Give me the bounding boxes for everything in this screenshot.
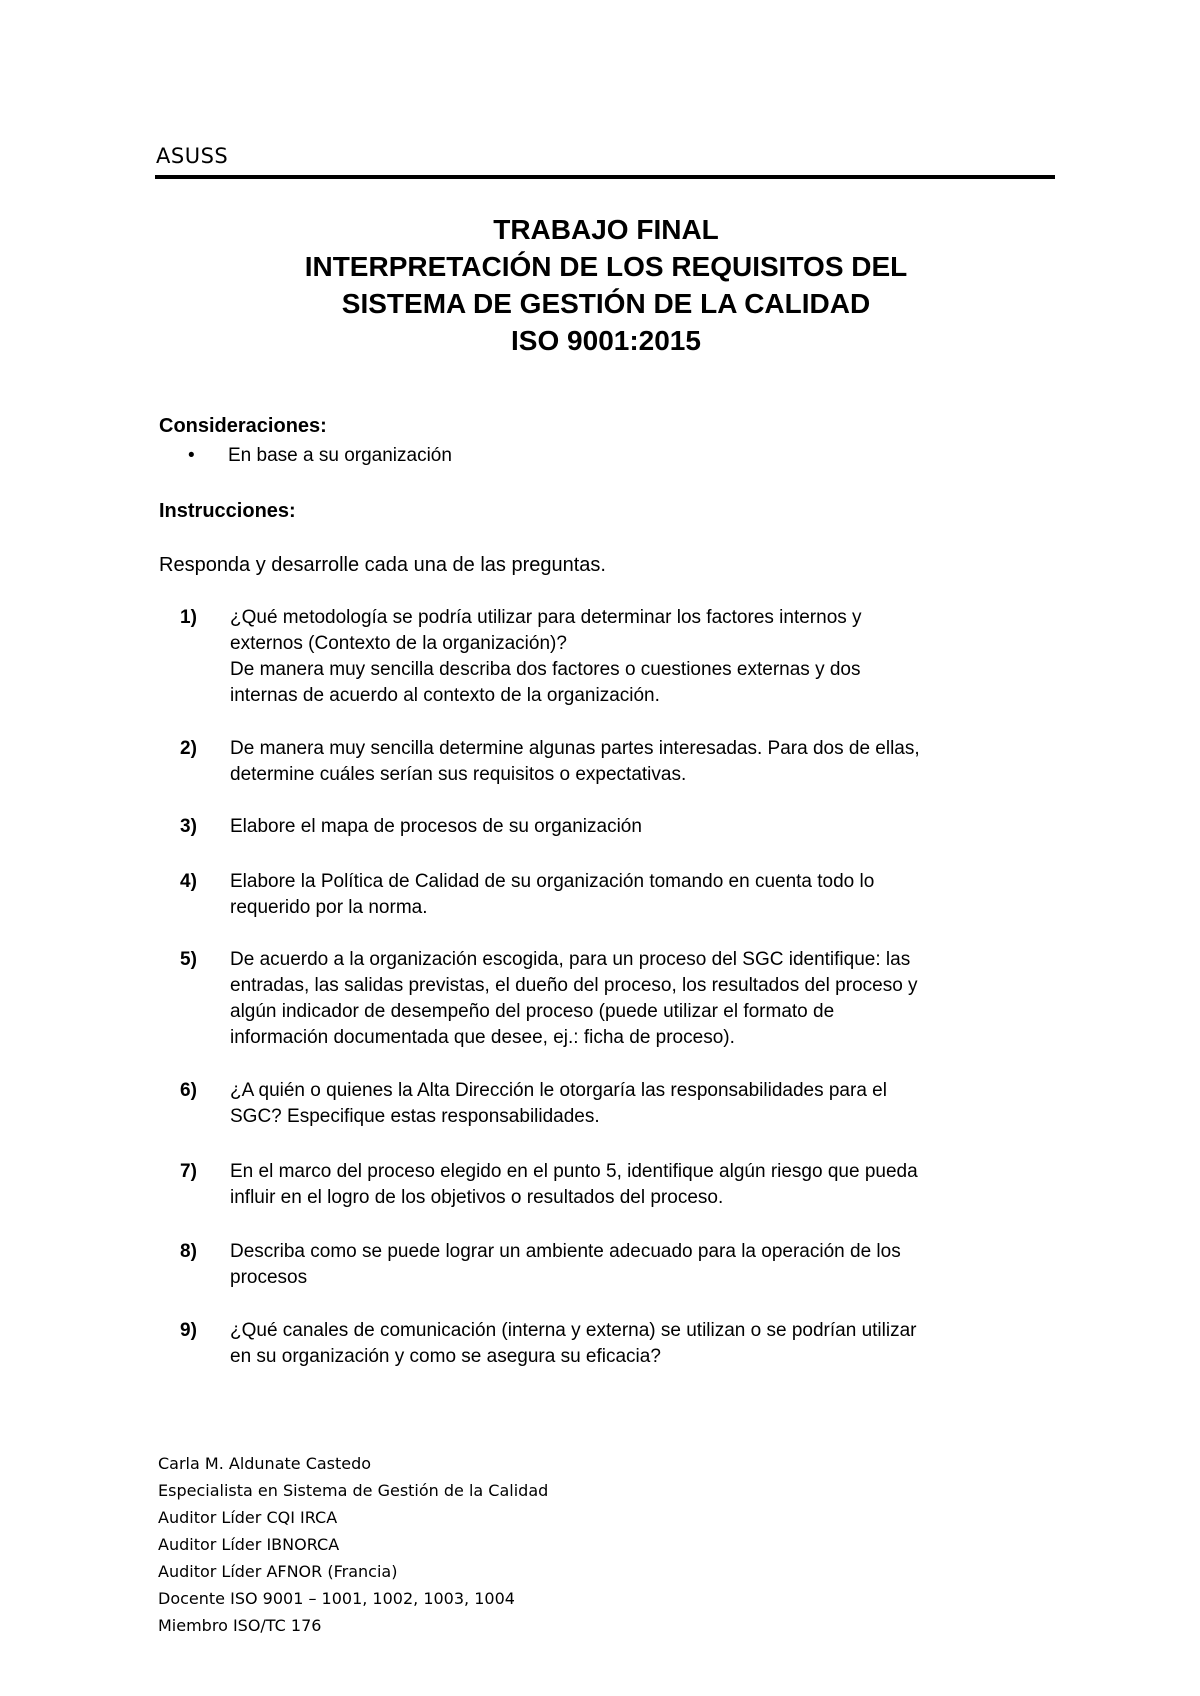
question-number: 6) bbox=[180, 1080, 197, 1101]
header-organization: ASUSS bbox=[156, 144, 229, 168]
footer-line: Auditor Líder CQI IRCA bbox=[158, 1508, 338, 1527]
question-line: influir en el logro de los objetivos o resultados del proceso. bbox=[230, 1187, 724, 1208]
question-number: 1) bbox=[180, 607, 197, 628]
title-line: TRABAJO FINAL bbox=[493, 214, 719, 245]
instructions-heading: Instrucciones: bbox=[159, 500, 296, 522]
question-item bbox=[180, 1159, 1060, 1211]
question-line: En el marco del proceso elegido en el punto 5, identifique algún riesgo que pueda bbox=[230, 1161, 918, 1182]
question-item bbox=[180, 1318, 1060, 1370]
question-line: procesos bbox=[230, 1267, 308, 1288]
question-line: externos (Contexto de la organización)? bbox=[230, 633, 567, 654]
question-line: De acuerdo a la organización escogida, para un proceso del SGC identifique: las bbox=[230, 949, 911, 970]
question-item bbox=[180, 814, 1060, 840]
footer-line: Docente ISO 9001 – 1001, 1002, 1003, 1004 bbox=[158, 1589, 515, 1608]
question-number: 2) bbox=[180, 738, 197, 759]
considerations-item-text: En base a su organización bbox=[228, 445, 452, 466]
question-line: en su organización y como se asegura su eficacia? bbox=[230, 1346, 661, 1367]
question-item bbox=[180, 1078, 1060, 1130]
title-line: SISTEMA DE GESTIÓN DE LA CALIDAD bbox=[341, 288, 871, 319]
considerations-heading: Consideraciones: bbox=[159, 415, 327, 437]
question-item bbox=[180, 947, 1060, 1051]
question-item bbox=[180, 869, 1060, 921]
question-item bbox=[180, 736, 1060, 788]
title-line: INTERPRETACIÓN DE LOS REQUISITOS DEL bbox=[304, 251, 908, 282]
question-number: 3) bbox=[180, 816, 197, 837]
author-signature-block bbox=[158, 1450, 548, 1639]
question-line: entradas, las salidas previstas, el dueño del proceso, los resultados del proceso y bbox=[230, 975, 918, 996]
footer-line: Especialista en Sistema de Gestión de la Calidad bbox=[158, 1481, 549, 1500]
question-line: algún indicador de desempeño del proceso (puede utilizar el formato de bbox=[230, 1001, 835, 1022]
header-divider bbox=[155, 175, 1055, 179]
question-item bbox=[180, 605, 1060, 709]
footer-line: Carla M. Aldunate Castedo bbox=[158, 1454, 372, 1473]
question-line: internas de acuerdo al contexto de la organización. bbox=[230, 685, 660, 706]
instructions-intro: Responda y desarrolle cada una de las preguntas. bbox=[159, 554, 606, 576]
question-line: De manera muy sencilla determine algunas partes interesadas. Para dos de ellas, bbox=[230, 738, 920, 759]
bullet-icon: • bbox=[188, 445, 195, 466]
question-line: Elabore la Política de Calidad de su organización tomando en cuenta todo lo bbox=[230, 871, 875, 892]
question-line: Elabore el mapa de procesos de su organización bbox=[230, 816, 642, 837]
title-line: ISO 9001:2015 bbox=[511, 325, 701, 356]
question-item bbox=[180, 1239, 1060, 1291]
question-line: Describa como se puede lograr un ambiente adecuado para la operación de los bbox=[230, 1241, 901, 1262]
considerations-item bbox=[188, 445, 452, 467]
question-line: De manera muy sencilla describa dos factores o cuestiones externas y dos bbox=[230, 659, 861, 680]
question-line: ¿Qué metodología se podría utilizar para determinar los factores internos y bbox=[230, 607, 862, 628]
question-number: 4) bbox=[180, 871, 197, 892]
question-line: información documentada que desee, ej.: ficha de proceso). bbox=[230, 1027, 735, 1048]
question-line: ¿A quién o quienes la Alta Dirección le otorgaría las responsabilidades para el bbox=[230, 1080, 887, 1101]
question-line: ¿Qué canales de comunicación (interna y externa) se utilizan o se podrían utilizar bbox=[230, 1320, 917, 1341]
question-number: 9) bbox=[180, 1320, 197, 1341]
footer-line: Miembro ISO/TC 176 bbox=[158, 1616, 322, 1635]
footer-line: Auditor Líder IBNORCA bbox=[158, 1535, 340, 1554]
footer-line: Auditor Líder AFNOR (Francia) bbox=[158, 1562, 398, 1581]
question-line: determine cuáles serían sus requisitos o expectativas. bbox=[230, 764, 687, 785]
question-line: SGC? Especifique estas responsabilidades. bbox=[230, 1106, 600, 1127]
question-number: 7) bbox=[180, 1161, 197, 1182]
document-title bbox=[156, 211, 1056, 359]
question-number: 8) bbox=[180, 1241, 197, 1262]
question-line: requerido por la norma. bbox=[230, 897, 428, 918]
question-number: 5) bbox=[180, 949, 197, 970]
